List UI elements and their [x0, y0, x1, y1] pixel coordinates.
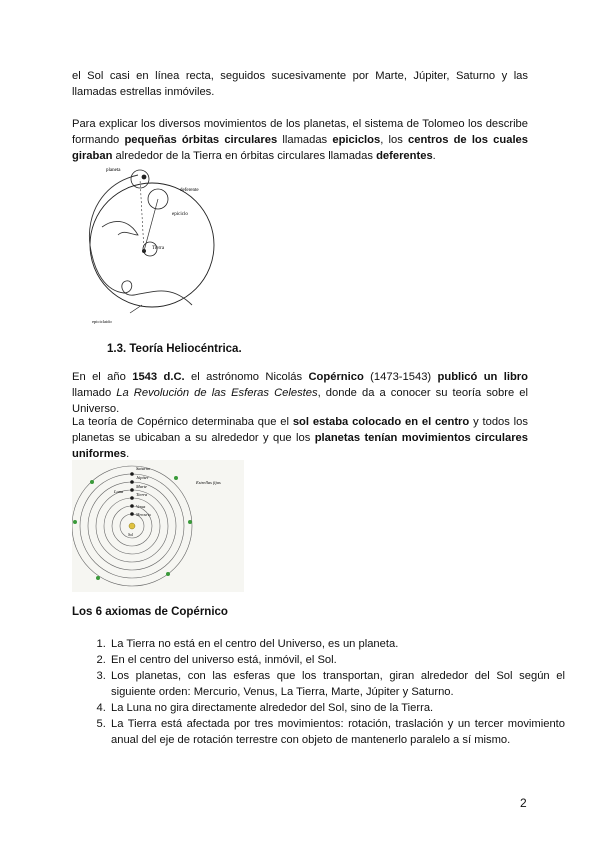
text: Para explicar los diversos movimientos de los planetas, el sistema de Tolomeo los describe formando	[72, 118, 528, 146]
radius-line	[144, 199, 158, 251]
bold-text: 1543 d.C.	[132, 371, 185, 383]
bold-text: planetas tenían movimientos circulares uniformes	[72, 432, 528, 460]
text: y todos los planetas se ubicaban a su alrededor y que los	[72, 416, 528, 444]
bold-text: epiciclos	[332, 134, 381, 146]
text: llamado	[72, 387, 117, 399]
list-item: 2. En el centro del universo está, inmóvil, el Sol.	[109, 652, 565, 668]
star-dot	[166, 572, 170, 576]
planet-venus	[130, 504, 134, 508]
text: .	[432, 150, 436, 162]
section-heading-heliocentric: 1.3. Teoría Heliocéntrica.	[107, 343, 242, 355]
ptolemy-epicycle-diagram	[72, 165, 232, 325]
text: La teoría de Copérnico determinaba que el	[72, 416, 293, 428]
star-dot	[90, 480, 94, 484]
bold-text: centros de los cuales giraban	[72, 134, 528, 162]
label-jupiter: Júpiter	[136, 475, 149, 480]
sun	[129, 523, 135, 529]
star-dot	[96, 576, 100, 580]
label-saturno: Saturno	[136, 466, 151, 471]
bold-text: publicó un libro	[437, 371, 528, 383]
intro-line-1: el Sol casi en línea recta, seguidos sucesivamente por Marte, Júpiter, Saturno y las	[72, 70, 528, 82]
label-deferente: deferente	[180, 188, 199, 193]
planet-mercury	[130, 512, 134, 516]
star-dot	[188, 520, 192, 524]
text: (1473-1543)	[363, 371, 438, 383]
book-title: La Revolución de las Esferas Celestes	[116, 387, 318, 399]
list-item: 4. La Luna no gira directamente alrededor del Sol, sino de la Tierra.	[109, 700, 565, 716]
page-number: 2	[520, 796, 527, 810]
radius-line-2	[140, 179, 144, 251]
label-epiciclaido: epiciclaido	[92, 319, 112, 324]
bold-text: sol estaba colocado en el centro	[292, 416, 470, 428]
planet-saturn	[130, 472, 134, 476]
text: , donde da a conocer su teoría sobre el Universo.	[72, 387, 528, 415]
planet-mars	[130, 488, 134, 492]
label-planeta: planeta	[106, 168, 121, 173]
paragraph-copernicus	[72, 369, 528, 417]
label-estrellas-fijas: Estrellas fijas	[196, 480, 221, 485]
paragraph-theory	[72, 414, 528, 462]
list-item: 1. La Tierra no está en el centro del Universo, es un planeta.	[109, 636, 565, 652]
paragraph-ptolemy	[72, 116, 528, 164]
label-marte: Marte	[136, 484, 147, 489]
copernican-system-diagram	[72, 460, 244, 592]
text: el astrónomo Nicolás	[184, 371, 309, 383]
text: En el año	[72, 371, 133, 383]
deferent-orbit	[90, 183, 214, 307]
bold-text: deferentes	[376, 150, 433, 162]
label-luna: Luna	[114, 489, 124, 494]
list-item: 5. La Tierra está afectada por tres movimientos: rotación, traslación y un tercer movimiento anual del eje de rotación terrestre con objeto de mantenerlo paralelo a sí mismo.	[109, 716, 565, 748]
label-tierra: Tierra	[136, 492, 148, 497]
text: alrededor de la Tierra en órbitas circulares llamadas	[112, 150, 377, 162]
star-dot	[174, 476, 178, 480]
label-venus: Venus	[136, 504, 146, 509]
planet-earth	[130, 496, 134, 500]
axioms-list	[72, 636, 565, 748]
text: llamadas	[277, 134, 333, 146]
label-sol: Sol	[128, 532, 134, 537]
intro-line-2: llamadas estrellas inmóviles.	[72, 86, 215, 98]
axioms-heading: Los 6 axiomas de Copérnico	[72, 606, 228, 618]
star-dot	[73, 520, 77, 524]
text: .	[126, 448, 130, 460]
bold-text: pequeñas órbitas circulares	[124, 134, 278, 146]
planet-jupiter	[130, 480, 134, 484]
arrow-line	[130, 305, 142, 313]
planet-dot	[142, 175, 147, 180]
epicycloid-loop-2	[102, 221, 138, 235]
label-mercurio: Mercurio	[136, 512, 151, 517]
label-tierra: Tierra	[152, 246, 165, 251]
text: , los	[380, 134, 408, 146]
list-item: 3. Los planetas, con las esferas que los transportan, giran alrededor del Sol según el siguiente orden: Mercurio, Venus, La Tierra, Marte, Júpiter y Saturno.	[109, 668, 565, 700]
label-epiciclo: epiciclo	[172, 212, 188, 217]
bold-text: Copérnico	[308, 371, 364, 383]
paragraph-intro	[72, 68, 528, 100]
